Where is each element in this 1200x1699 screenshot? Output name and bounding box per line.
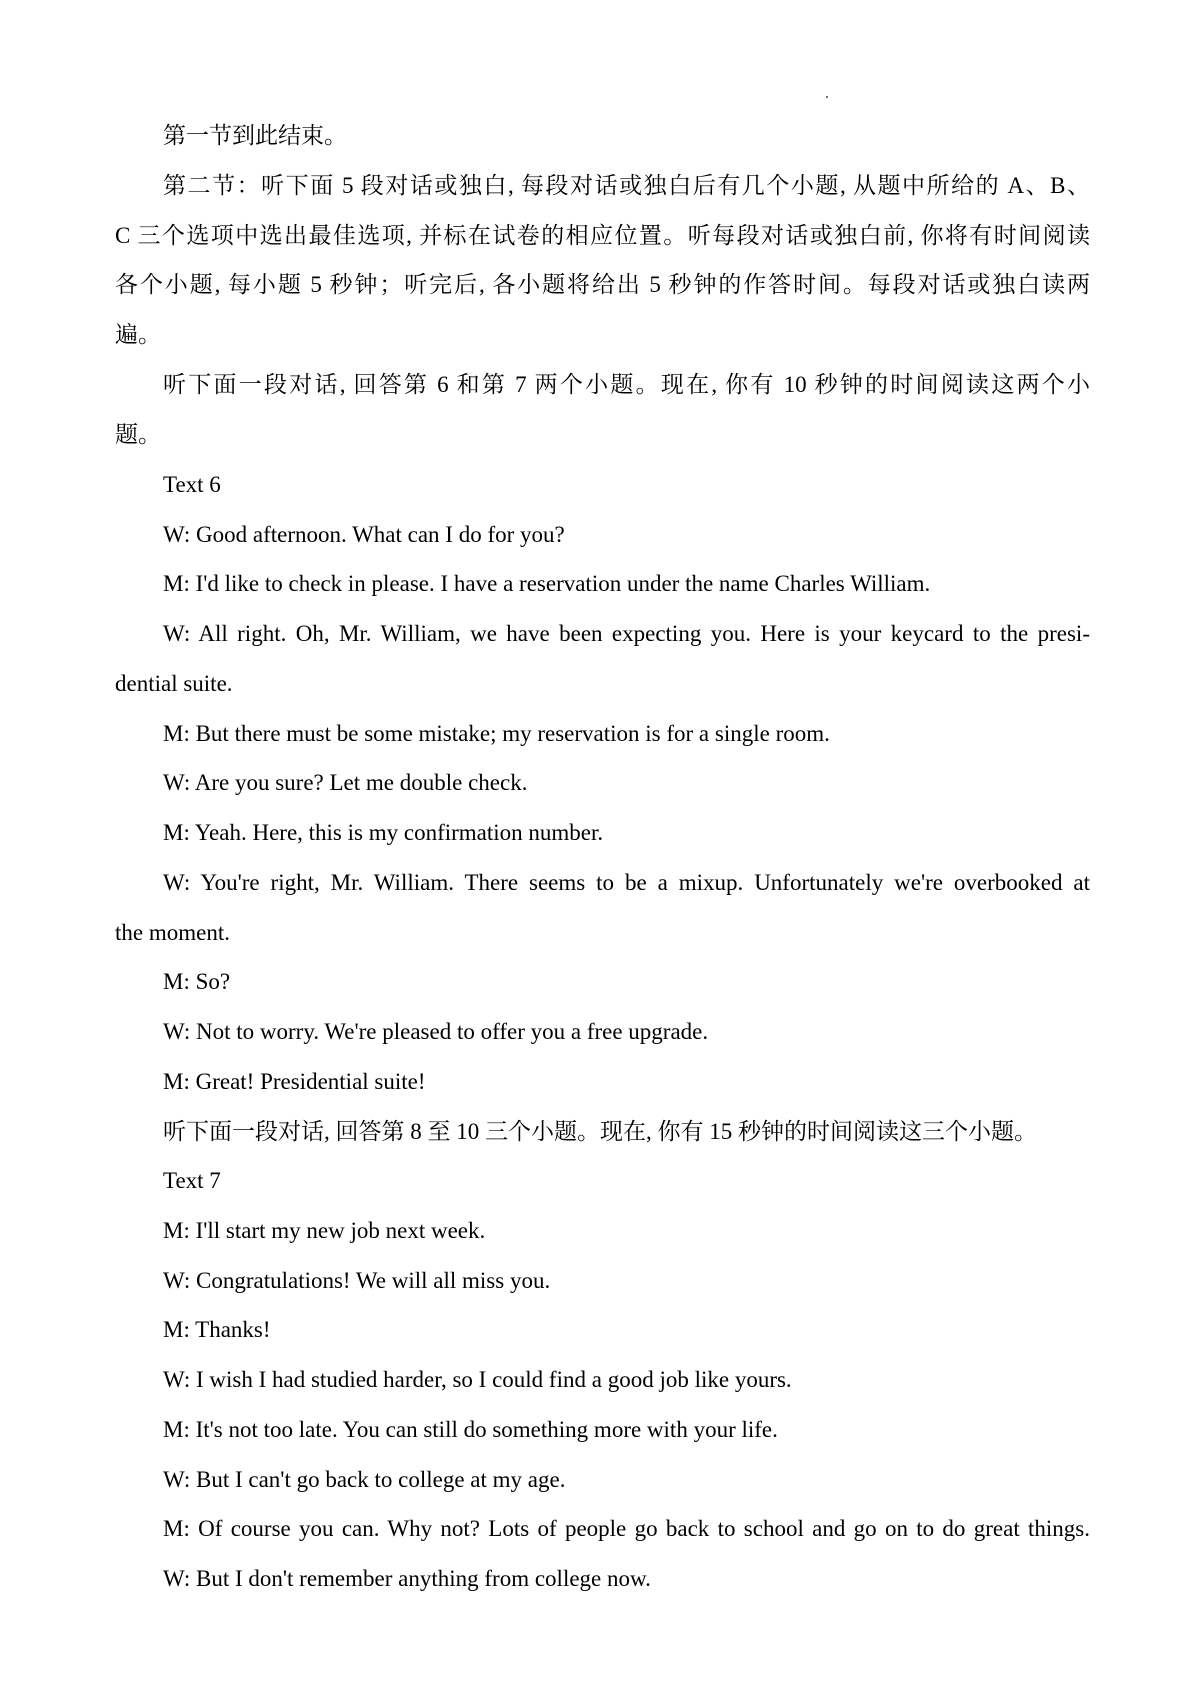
text6-prompt-line-2: 题。 — [115, 422, 161, 447]
text6-dialogue-line: W: Are you sure? Let me double check. — [163, 770, 528, 795]
text6-dialogue-line: W: All right. Oh, Mr. William, we have been expecting you. Here is your keycard to the presi- — [163, 621, 1090, 646]
text6-dialogue-line: M: Yeah. Here, this is my confirmation number. — [163, 820, 604, 845]
text7-heading: Text 7 — [163, 1168, 221, 1193]
text6-dialogue-line-continued: dential suite. — [115, 671, 233, 696]
text6-heading: Text 6 — [163, 472, 221, 497]
text7-dialogue-line: W: I wish I had studied harder, so I could find a good job like yours. — [163, 1367, 792, 1392]
text6-dialogue-line: M: So? — [163, 969, 231, 994]
text6-dialogue-line: W: You're right, Mr. William. There seems to be a mixup. Unfortunately we're overbooked at — [163, 870, 1090, 895]
text7-dialogue-line: W: But I don't remember anything from college now. — [163, 1566, 651, 1591]
text7-dialogue-line: W: But I can't go back to college at my age. — [163, 1467, 566, 1492]
text6-prompt-line-1: 听下面一段对话, 回答第 6 和第 7 两个小题。现在, 你有 10 秒钟的时间阅读这两个小 — [163, 372, 1090, 397]
text6-dialogue-line: W: Not to worry. We're pleased to offer you a free upgrade. — [163, 1019, 709, 1044]
text6-dialogue-line: M: Great! Presidential suite! — [163, 1069, 426, 1094]
section2-instructions-line-2: C 三个选项中选出最佳选项, 并标在试卷的相应位置。听每段对话或独白前, 你将有时间阅读 — [115, 223, 1090, 248]
section1-end-line: 第一节到此结束。 — [163, 123, 347, 148]
section2-instructions-line-1: 第二节：听下面 5 段对话或独白, 每段对话或独白后有几个小题, 从题中所给的 A、B、 — [163, 173, 1090, 198]
text7-dialogue-line: M: I'll start my new job next week. — [163, 1218, 486, 1243]
text7-dialogue-line: W: Congratulations! We will all miss you. — [163, 1268, 551, 1293]
text7-prompt-line: 听下面一段对话, 回答第 8 至 10 三个小题。现在, 你有 15 秒钟的时间阅读这三个小题。 — [163, 1119, 1037, 1144]
text6-dialogue-line: M: I'd like to check in please. I have a reservation under the name Charles William. — [163, 571, 931, 596]
text6-dialogue-line: W: Good afternoon. What can I do for you? — [163, 522, 565, 547]
section2-instructions-line-4: 遍。 — [115, 322, 161, 347]
text7-dialogue-line: M: It's not too late. You can still do something more with your life. — [163, 1417, 778, 1442]
stray-dot-mark — [826, 96, 828, 98]
section2-instructions-line-3: 各个小题, 每小题 5 秒钟；听完后, 各小题将给出 5 秒钟的作答时间。每段对话或独白读两 — [115, 272, 1090, 297]
text6-dialogue-line: M: But there must be some mistake; my reservation is for a single room. — [163, 721, 830, 746]
text7-dialogue-line: M: Thanks! — [163, 1317, 271, 1342]
text7-dialogue-line: M: Of course you can. Why not? Lots of people go back to school and go on to do great things. — [163, 1516, 1090, 1541]
text6-dialogue-line-continued: the moment. — [115, 920, 230, 945]
